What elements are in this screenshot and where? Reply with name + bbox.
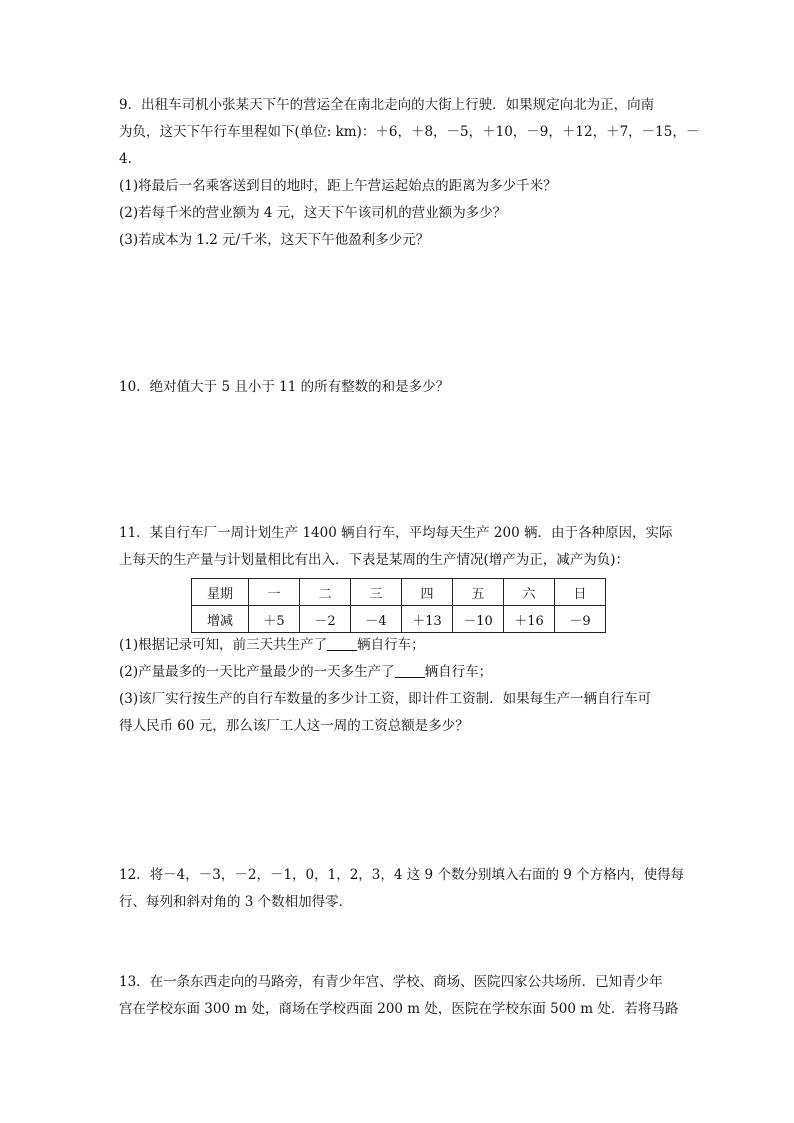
table-row	[192, 579, 606, 606]
answer-blank-1[interactable]	[327, 636, 357, 651]
table-header-cell: 星期	[192, 579, 249, 606]
question-11-part-3-line-2: 得人民币 60 元，那么该厂工人这一周的工资总额是多少？	[119, 718, 469, 734]
question-11-part-3-line-1: (3)该厂实行按生产的自行车数量的多少计工资，即计件工资制．如果每生产一辆自行车可	[119, 691, 652, 707]
question-13-line-1: 13．在一条东西走向的马路旁，有青少年宫、学校、商场、医院四家公共场所．已知青少年	[119, 974, 663, 990]
table-cell: －4	[351, 606, 402, 633]
table-cell: 三	[351, 579, 402, 606]
question-11-part-2	[119, 659, 679, 686]
table-cell: 六	[504, 579, 555, 606]
table-cell: 二	[300, 579, 351, 606]
question-12	[119, 862, 685, 916]
question-11-line-2: 上每天的生产量与计划量相比有出入．下表是某周的生产情况(增产为正，减产为负)：	[119, 552, 630, 568]
table-cell: －9	[555, 606, 606, 633]
part-2-suffix: 辆自行车；	[424, 664, 493, 680]
question-10	[119, 374, 679, 401]
answer-blank-2[interactable]	[395, 663, 425, 678]
table-header-cell: 增减	[192, 606, 249, 633]
table-cell: ＋13	[402, 606, 453, 633]
table-cell: 日	[555, 579, 606, 606]
part-1-text: (1)根据记录可知，前三天共生产了	[119, 637, 328, 653]
table-cell: 四	[402, 579, 453, 606]
table-cell: 五	[453, 579, 504, 606]
question-13-line-2: 宫在学校东面 300 m 处，商场在学校西面 200 m 处，医院在学校东面 500 m 处．若将马路	[119, 1001, 679, 1017]
question-9-part-3: (3)若成本为 1.2 元/千米，这天下午他盈利多少元？	[119, 232, 430, 248]
question-9-line-3: 4.	[119, 151, 132, 167]
question-11-part-1	[119, 632, 679, 659]
part-1-suffix: 辆自行车；	[357, 637, 425, 653]
question-11-parts	[119, 632, 679, 740]
question-11-line-1: 11．某自行车厂一周计划生产 1400 辆自行车，平均每天生产 200 辆．由于各种原因，实际	[119, 525, 673, 541]
part-2-text: (2)产量最多的一天比产量最少的一天多生产了	[119, 664, 395, 680]
table-cell: －10	[453, 606, 504, 633]
question-9-line-2: 为负，这天下午行车里程如下(单位: km)：＋6，＋8，－5，＋10，－9，＋12，＋7，－15，－	[119, 124, 700, 140]
question-9-line-1: 9．出租车司机小张某天下午的营运全在南北走向的大街上行驶．如果规定向北为正，向南	[119, 97, 655, 113]
question-10-text: 10．绝对值大于 5 且小于 11 的所有整数的和是多少？	[119, 379, 450, 395]
question-13	[119, 969, 679, 1023]
table-cell: ＋5	[249, 606, 300, 633]
question-11	[119, 520, 679, 574]
question-9	[119, 92, 700, 254]
question-9-part-1: (1)将最后一名乘客送到目的地时，距上午营运起始点的距离为多少千米？	[119, 178, 557, 194]
question-12-line-1: 12．将－4，－3，－2，－1，0，1，2，3，4 这 9 个数分别填入右面的 9 个方格内，使得每	[119, 867, 685, 883]
question-12-line-2: 行、每列和斜对角的 3 个数相加得零．	[119, 894, 353, 910]
table-cell: 一	[249, 579, 300, 606]
table-row	[192, 606, 606, 633]
table-cell: ＋16	[504, 606, 555, 633]
production-table	[191, 578, 606, 633]
question-9-part-2: (2)若每千米的营业额为 4 元，这天下午该司机的营业额为多少？	[119, 205, 507, 221]
table-cell: －2	[300, 606, 351, 633]
